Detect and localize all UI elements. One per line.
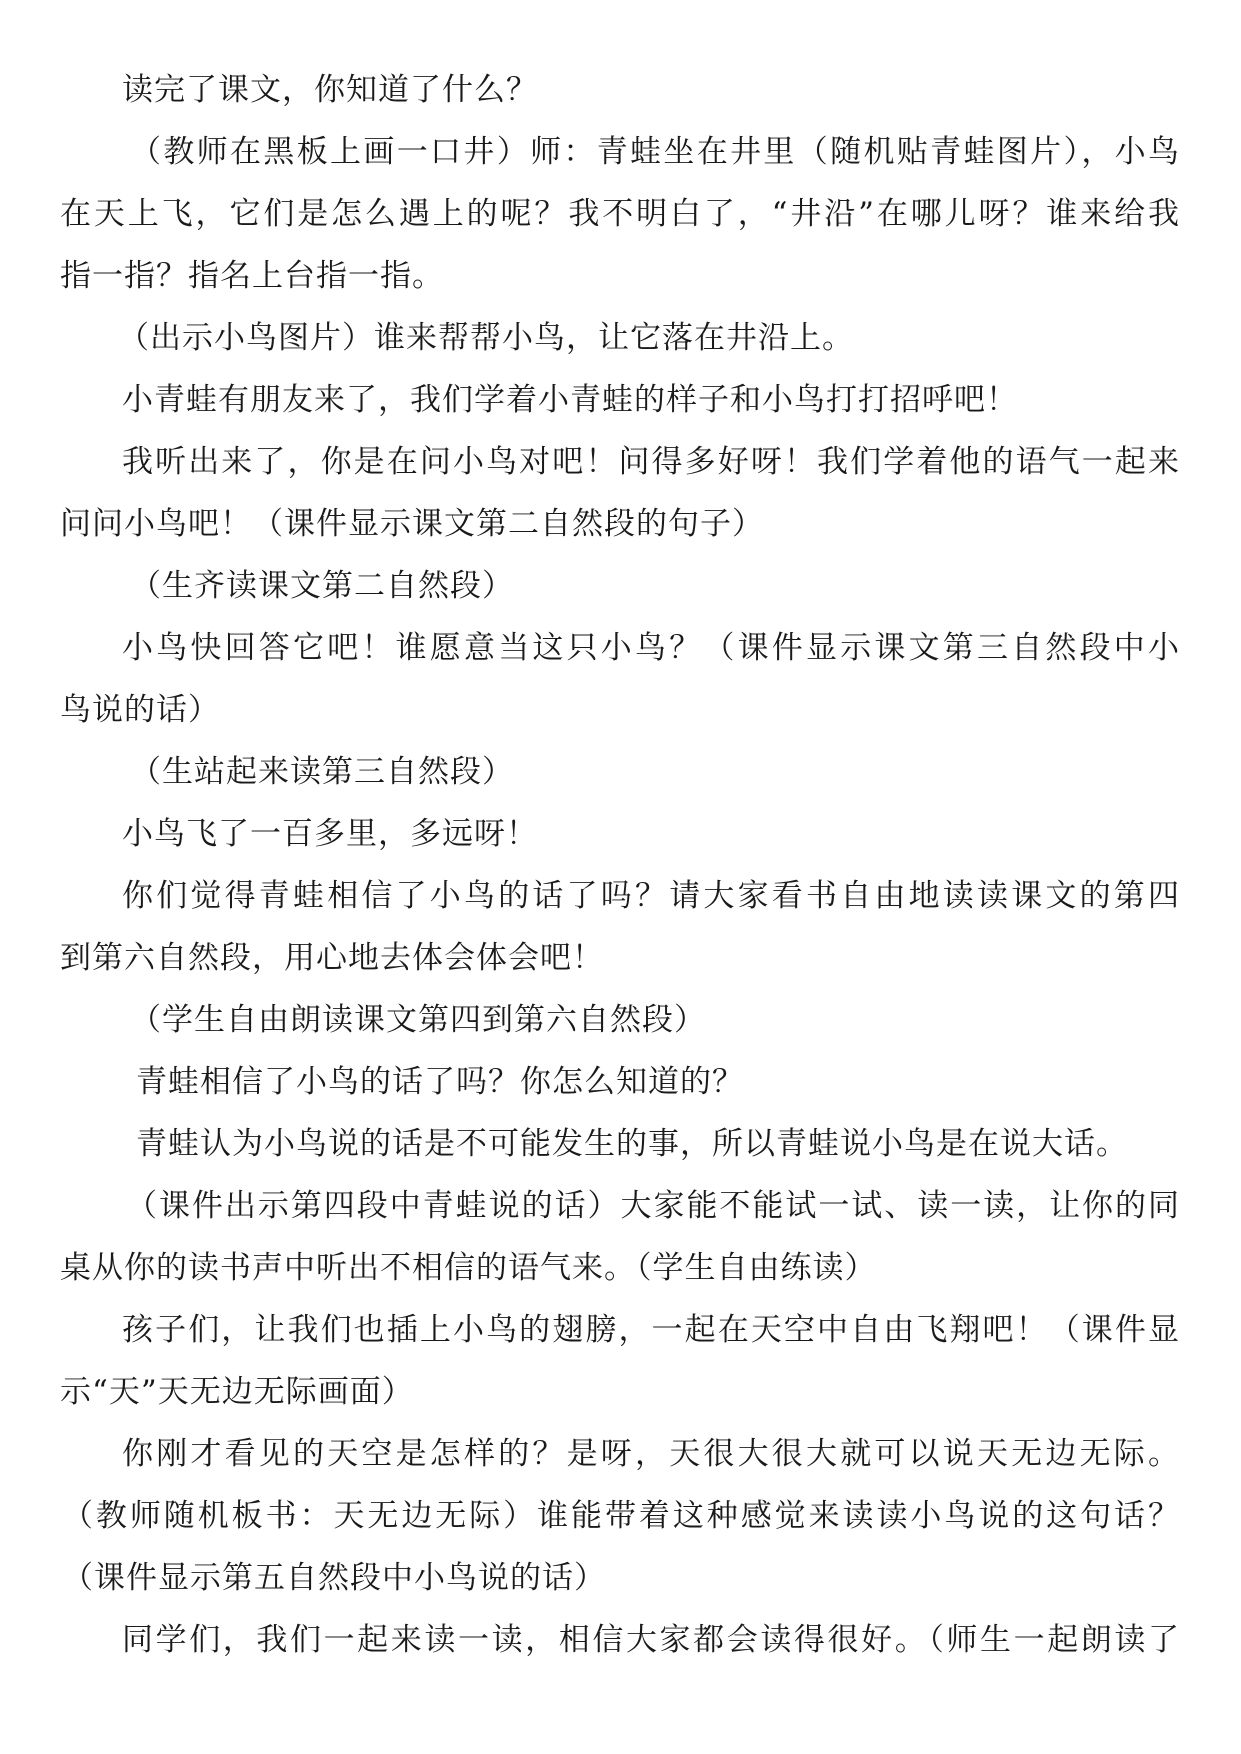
text-line-17: 青蛙相信了小鸟的话了吗？你怎么知道的？ <box>136 1064 744 1100</box>
text-line-4: 指一指？指名上台指一指。 <box>60 258 444 294</box>
text-line-6: 小青蛙有朋友来了，我们学着小青蛙的样子和小鸟打打招呼吧！ <box>122 382 1018 418</box>
text-line-26: 同学们，我们一起来读一读，相信大家都会读得很好。（师生一起朗读了 <box>122 1622 1180 1658</box>
text-line-5: （出示小鸟图片）谁来帮帮小鸟，让它落在井沿上。 <box>118 320 854 356</box>
text-line-25: （课件显示第五自然段中小鸟说的话） <box>62 1560 606 1596</box>
text-line-22: 示“天”天无边无际画面） <box>60 1374 414 1410</box>
text-line-20: 桌从你的读书声中听出不相信的语气来。（学生自由练读） <box>60 1250 877 1286</box>
text-line-2: （教师在黑板上画一口井）师：青蛙坐在井里（随机贴青蛙图片），小鸟 <box>130 134 1180 170</box>
text-line-3: 在天上飞，它们是怎么遇上的呢？我不明白了，“井沿”在哪儿呀？谁来给我 <box>60 196 1180 232</box>
text-line-15: 到第六自然段，用心地去体会体会吧！ <box>60 940 604 976</box>
text-line-24: （教师随机板书：天无边无际）谁能带着这种感觉来读读小鸟说的这句话？ <box>62 1498 1180 1534</box>
text-line-8: 问问小鸟吧！（课件显示课文第二自然段的句子） <box>60 506 764 542</box>
text-line-13: 小鸟飞了一百多里，多远呀！ <box>122 816 538 852</box>
text-line-11: 鸟说的话） <box>60 692 220 728</box>
text-line-16: （学生自由朗读课文第四到第六自然段） <box>130 1002 706 1038</box>
text-line-14: 你们觉得青蛙相信了小鸟的话了吗？请大家看书自由地读读课文的第四 <box>122 878 1180 914</box>
text-line-18: 青蛙认为小鸟说的话是不可能发生的事，所以青蛙说小鸟是在说大话。 <box>136 1126 1128 1162</box>
text-line-12: （生站起来读第三自然段） <box>130 754 514 790</box>
text-line-9: （生齐读课文第二自然段） <box>130 568 514 604</box>
text-line-7: 我听出来了，你是在问小鸟对吧！问得多好呀！我们学着他的语气一起来 <box>122 444 1180 480</box>
text-line-19: （课件出示第四段中青蛙说的话）大家能不能试一试、读一读，让你的同 <box>126 1188 1180 1224</box>
text-line-23: 你刚才看见的天空是怎样的？是呀，天很大很大就可以说天无边无际。 <box>122 1436 1180 1472</box>
text-line-10: 小鸟快回答它吧！谁愿意当这只小鸟？（课件显示课文第三自然段中小 <box>122 630 1180 666</box>
text-line-21: 孩子们，让我们也插上小鸟的翅膀，一起在天空中自由飞翔吧！（课件显 <box>122 1312 1180 1348</box>
text-line-1: 读完了课文，你知道了什么？ <box>122 72 538 108</box>
